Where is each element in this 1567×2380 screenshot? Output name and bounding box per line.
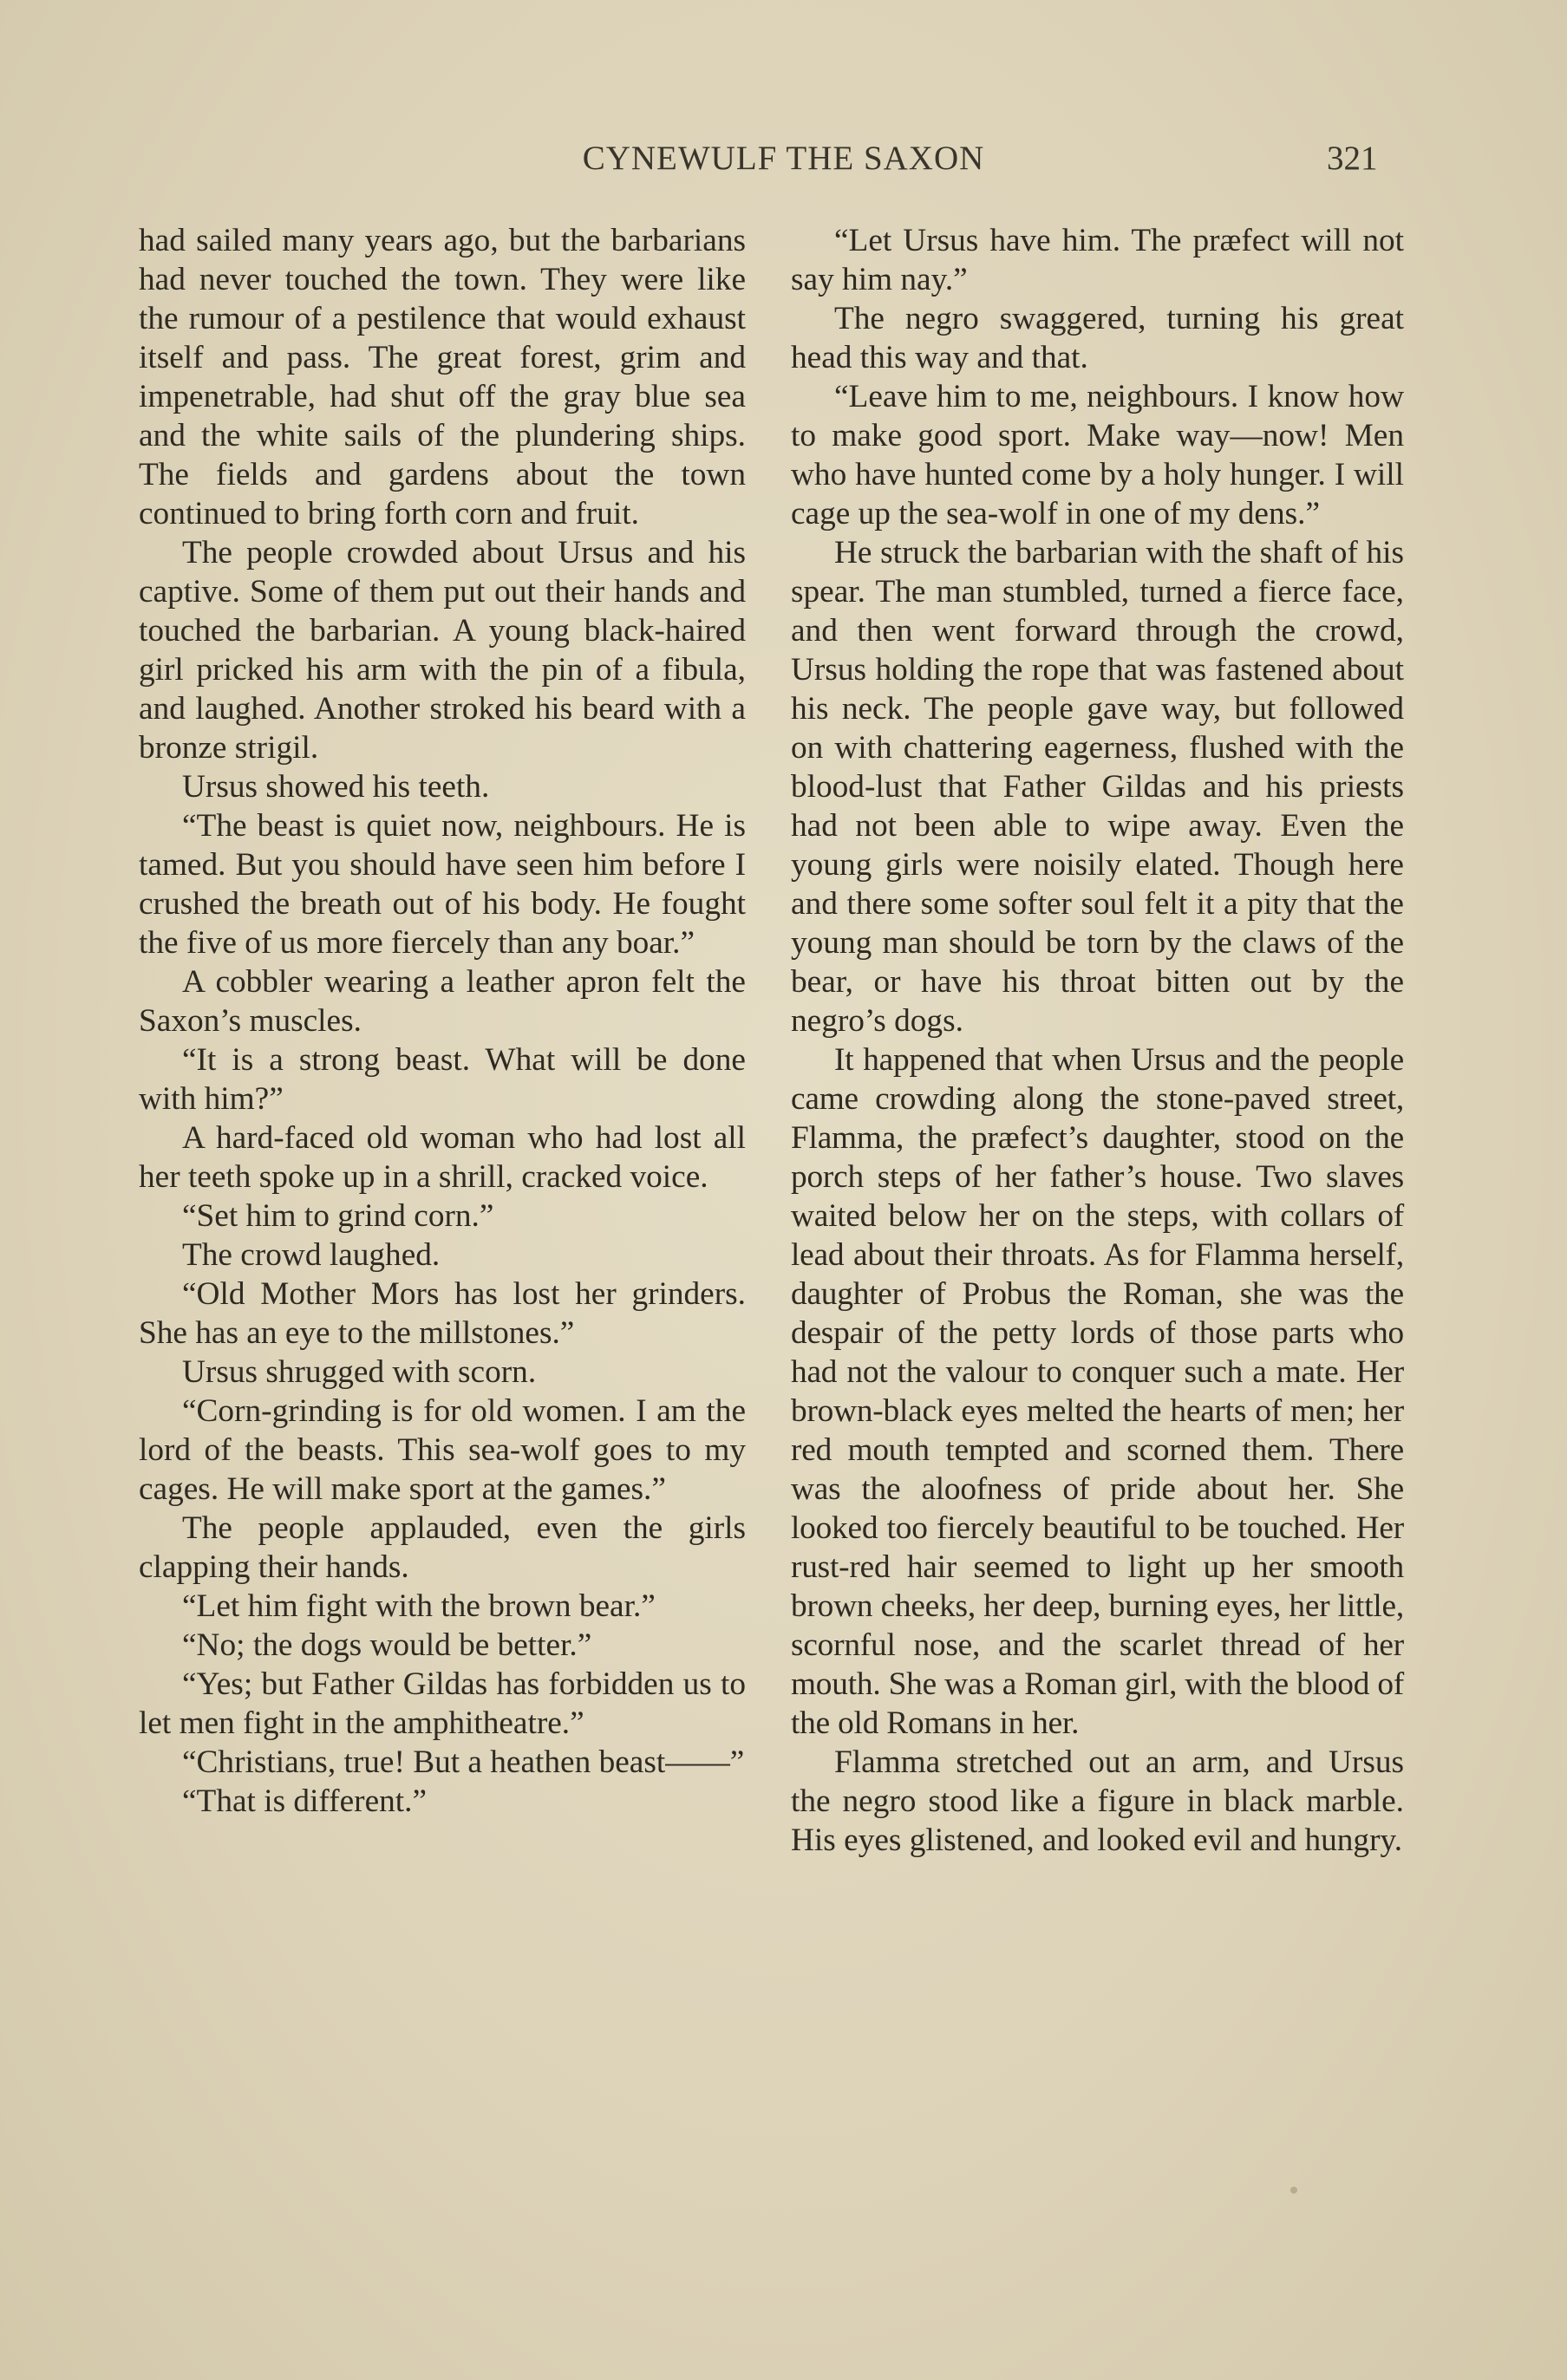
paragraph: It happened that when Ursus and the people came crowding along the stone-paved street, Flamma, the præfect’s daughter, stood on the porch steps of her father’s house. Two slaves waited below her on the steps, with collars of lead about their throats. As for Flamma herself, daughter of Probus the Roman, she was the despair of the petty lords of those parts who had not the valour to conquer such a mate. Her brown-black eyes melted the hearts of men; her red mouth tempted and scorned them. There was the aloofness of pride about her. She looked too fiercely beautiful to be touched. Her rust-red hair seemed to light up her smooth brown cheeks, her deep, burning eyes, her little, scornful nose, and the scarlet thread of her mouth. She was a Roman girl, with the blood of the old Romans in her. xyxy=(791,1042,1404,1741)
paragraph: The crowd laughed. xyxy=(182,1237,441,1273)
right-column xyxy=(791,221,1404,1860)
paragraph: “Yes; but Father Gildas has forbidden us to let men fight in the amphitheatre.” xyxy=(139,1666,746,1741)
paragraph: “Corn-grinding is for old women. I am the lord of the beasts. This sea-wolf goes to my cages. He will make sport at the games.” xyxy=(139,1393,746,1507)
paragraph: “Leave him to me, neighbours. I know how to make good sport. Make way—now! Men who have hunted come by a holy hunger. I will cage up the sea-wolf in one of my dens.” xyxy=(791,379,1404,531)
paragraph: He struck the barbarian with the shaft of his spear. The man stumbled, turned a fierce face, and then went forward through the crowd, Ursus holding the rope that was fastened about his neck. The people gave way, but followed on with chattering eagerness, flushed with the blood-lust that Father Gildas and his priests had not been able to wipe away. Even the young girls were noisily elated. Though here and there some softer soul felt it a pity that the young man should be torn by the claws of the bear, or have his throat bitten out by the negro’s dogs. xyxy=(791,535,1404,1039)
page-number: 321 xyxy=(1327,140,1378,177)
paragraph: “Let him fight with the brown bear.” xyxy=(182,1588,656,1624)
left-column xyxy=(139,221,746,1821)
paragraph: Ursus showed his teeth. xyxy=(182,769,490,805)
paragraph: “The beast is quiet now, neighbours. He is tamed. But you should have seen him before I crushed the breath out of his body. He fought the five of us more fiercely than any boar.” xyxy=(139,808,746,961)
paragraph: A hard-faced old woman who had lost all her teeth spoke up in a shrill, cracked voice. xyxy=(139,1120,746,1195)
paragraph: “That is different.” xyxy=(182,1783,428,1819)
running-title: CYNEWULF THE SAXON xyxy=(582,140,985,177)
paragraph: had sailed many years ago, but the barbarians had never touched the town. They were like the rumour of a pestilence that would exhaust itself and pass. The great forest, grim and impenetrable, had shut off the gray blue sea and the white sails of the plundering ships. The fields and gardens about the town continued to bring forth corn and fruit. xyxy=(139,223,746,531)
paragraph: A cobbler wearing a leather apron felt the Saxon’s muscles. xyxy=(139,964,746,1039)
paragraph: “Set him to grind corn.” xyxy=(182,1198,494,1234)
paragraph: Ursus shrugged with scorn. xyxy=(182,1354,537,1390)
paragraph: “It is a strong beast. What will be done with him?” xyxy=(139,1042,746,1117)
running-head xyxy=(0,139,1567,182)
paragraph: “No; the dogs would be better.” xyxy=(182,1627,592,1663)
paragraph: The people crowded about Ursus and his captive. Some of them put out their hands and touched the barbarian. A young black-haired girl pricked his arm with the pin of a fibula, and laughed. Another stroked his beard with a bronze strigil. xyxy=(139,535,746,766)
paragraph: Flamma stretched out an arm, and Ursus the negro stood like a figure in black marble. His eyes glistened, and looked evil and hungry. xyxy=(791,1744,1404,1858)
paragraph: The people applauded, even the girls clapping their hands. xyxy=(139,1510,746,1585)
paragraph: “Old Mother Mors has lost her grinders. She has an eye to the millstones.” xyxy=(139,1276,746,1351)
paragraph: “Christians, true! But a heathen beast——” xyxy=(182,1744,745,1780)
paragraph: “Let Ursus have him. The præfect will not say him nay.” xyxy=(791,223,1404,297)
paragraph: The negro swaggered, turning his great head this way and that. xyxy=(791,301,1404,375)
ink-speck xyxy=(1290,2187,1297,2194)
